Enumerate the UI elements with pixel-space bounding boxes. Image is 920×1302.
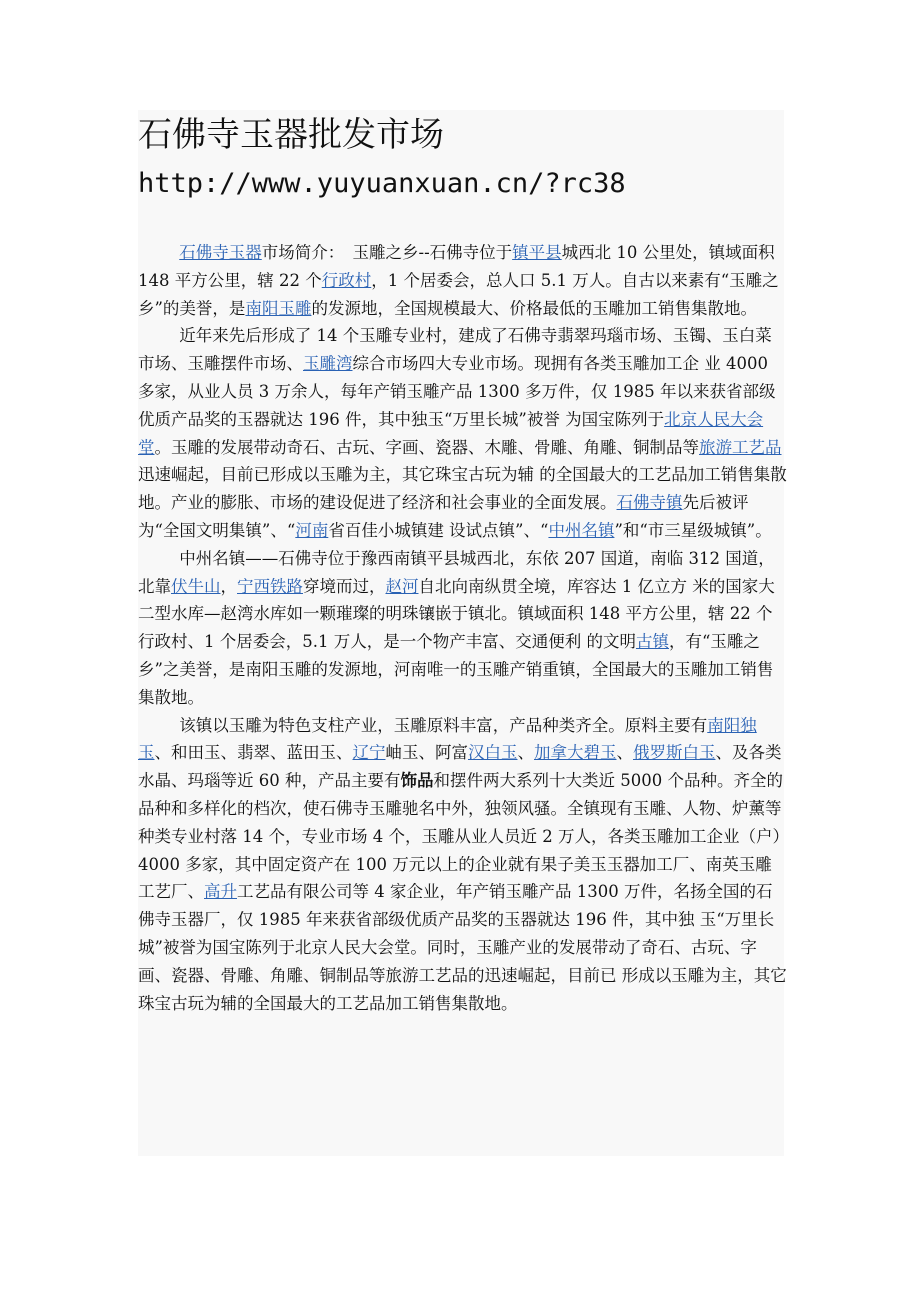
text: 自北向南纵贯全境，库容达 1 亿立方 米的国家大二型水库—赵湾水库如一颗璀璨的明珠镶嵌于镇北。镇域面积 148 平方公里，辖 22 个行政村、1 个居委会，5.1 万人，是一个物产丰富、交通便利 的文明 [138, 576, 775, 652]
link-canadian-jasper[interactable]: 加拿大碧玉 [534, 743, 617, 763]
link-funiu-mountain[interactable]: 伏牛山 [171, 576, 221, 596]
bold-text-ornaments: 饰品 [400, 771, 434, 791]
text: 、及各类水晶、玛瑙等近 60 种，产品主要有 [138, 743, 782, 791]
link-ningxi-railway[interactable]: 宁西铁路 [237, 576, 303, 596]
link-yudiaowan[interactable]: 玉雕湾 [303, 354, 353, 374]
text: 先后被评为“全国文明集镇”、“ [138, 493, 749, 540]
text: 近年来先后形成了 14 个玉雕专业村，建成了石佛寺翡翠玛瑙市场、玉镯、玉白菜市场、玉雕摆件市场、 [138, 326, 772, 374]
text: 的发源地，全国规模最大、价格最低的玉雕加工销售集散地。 [311, 298, 757, 318]
text: ， [220, 576, 237, 596]
link-shifosi-town[interactable]: 石佛寺镇 [616, 493, 683, 513]
text: 市场简介： 玉雕之乡--石佛寺位于 [261, 243, 513, 262]
paragraph-intro [138, 239, 788, 322]
text: 城西北 10 公里处，镇域面积 148 平方公里，辖 22 个 [138, 243, 775, 290]
paragraph-markets [138, 322, 788, 544]
text: 。玉雕的发展带动奇石、古玩、字画、瓷器、木雕、骨雕、角雕、铜制品等 [154, 437, 699, 457]
link-zhao-river[interactable]: 赵河 [385, 576, 419, 596]
text: 综合市场四大专业市场。现拥有各类玉雕加工企 业 4000 多家，从业人员 3 万余人，每年产销玉雕产品 1300 多万件，仅 1985 年以来获省部级优质产品奖的玉器就达 196 件，其中独玉“万里长城”被誉 为国宝陈列于 [138, 354, 776, 429]
text: ，有“玉雕之乡”之美誉，是南阳玉雕的发源地，河南唯一的玉雕产销重镇，全国最大的玉雕加工销售集散地。 [138, 632, 774, 707]
text: 该镇以玉雕为特色支柱产业，玉雕原料丰富，产品种类齐全。原料主要有 [179, 715, 708, 735]
text: 迅速崛起，目前已形成以玉雕为主，其它珠宝古玩为辅 的全国最大的工艺品加工销售集散地。产业的膨胀、市场的建设促进了经济和社会事业的全面发展。 [138, 465, 787, 513]
link-liaoning[interactable]: 辽宁 [352, 743, 386, 763]
text: 、 [616, 743, 633, 763]
link-shifosi-yuqi[interactable]: 石佛寺玉器 [179, 243, 262, 262]
link-zhongzhou-famous-town[interactable]: 中州名镇 [548, 520, 615, 540]
link-gaosheng[interactable]: 高升 [204, 882, 237, 902]
text: 工艺品有限公司等 4 家企业，年产销玉雕产品 1300 万件，名扬全国的石佛寺玉器厂，仅 1985 年来获省部级优质产品奖的玉器就达 196 件，其中独 玉“万里长城”被誉为国宝陈列于北京人民大会堂。同时，玉雕产业的发展带动了奇石、古玩、字画、瓷器、骨雕、角雕、铜制品等旅游工艺品的迅速崛起，目前已 形成以玉雕为主，其它珠宝古玩为辅的全国最大的工艺品加工销售集散地。 [138, 882, 787, 1013]
paragraph-industry [138, 712, 788, 1018]
text: 岫玉、阿富 [385, 743, 468, 763]
paragraph-geography [138, 545, 788, 712]
link-white-marble[interactable]: 汉白玉 [468, 743, 518, 763]
page-title: 石佛寺玉器批发市场 [138, 115, 444, 155]
link-tourist-crafts[interactable]: 旅游工艺品 [699, 437, 782, 457]
text: 省百佳小城镇建 设试点镇”、“ [328, 520, 549, 540]
text: 中州名镇——石佛寺位于豫西南镇平县城西北，东依 207 国道，南临 312 国道，北靠 [138, 548, 775, 596]
text: 、 [517, 743, 534, 763]
article-body [138, 239, 788, 1017]
link-administrative-village[interactable]: 行政村 [321, 270, 372, 290]
text: 、和田玉、翡翠、蓝田玉、 [154, 743, 353, 763]
link-russian-white-jade[interactable]: 俄罗斯白玉 [633, 743, 716, 763]
text: 穿境而过， [303, 576, 386, 596]
link-nanyang-jade-carving[interactable]: 南阳玉雕 [245, 298, 312, 318]
link-nanyang-dushan-jade[interactable]: 南阳独玉 [138, 715, 757, 763]
link-great-hall-of-the-people[interactable]: 北京人民大会堂 [138, 409, 764, 457]
text: 和摆件两大系列十大类近 5000 个品种。齐全的品种和多样化的档次，使石佛寺玉雕驰名中外，独领风骚。全镇现有玉雕、人物、炉薰等种类专业村落 14 个，专业市场 4 个，玉雕从业人员近 2 万人，各类玉雕加工企业（户）4000 多家，其中固定资产在 100 万元以上的企业就有果子美玉玉器加工厂、南英玉雕工艺厂、 [138, 771, 783, 902]
link-ancient-town[interactable]: 古镇 [635, 632, 669, 652]
text: ，1 个居委会，总人口 5.1 万人。自古以来素有“玉雕之乡”的美誉，是 [138, 270, 779, 318]
link-henan[interactable]: 河南 [295, 520, 329, 540]
source-url: http://www.yuyuanxuan.cn/?rc38 [138, 168, 626, 199]
link-zhenping-county[interactable]: 镇平县 [512, 243, 562, 262]
text: ”和“市三星级城镇”。 [614, 520, 772, 540]
